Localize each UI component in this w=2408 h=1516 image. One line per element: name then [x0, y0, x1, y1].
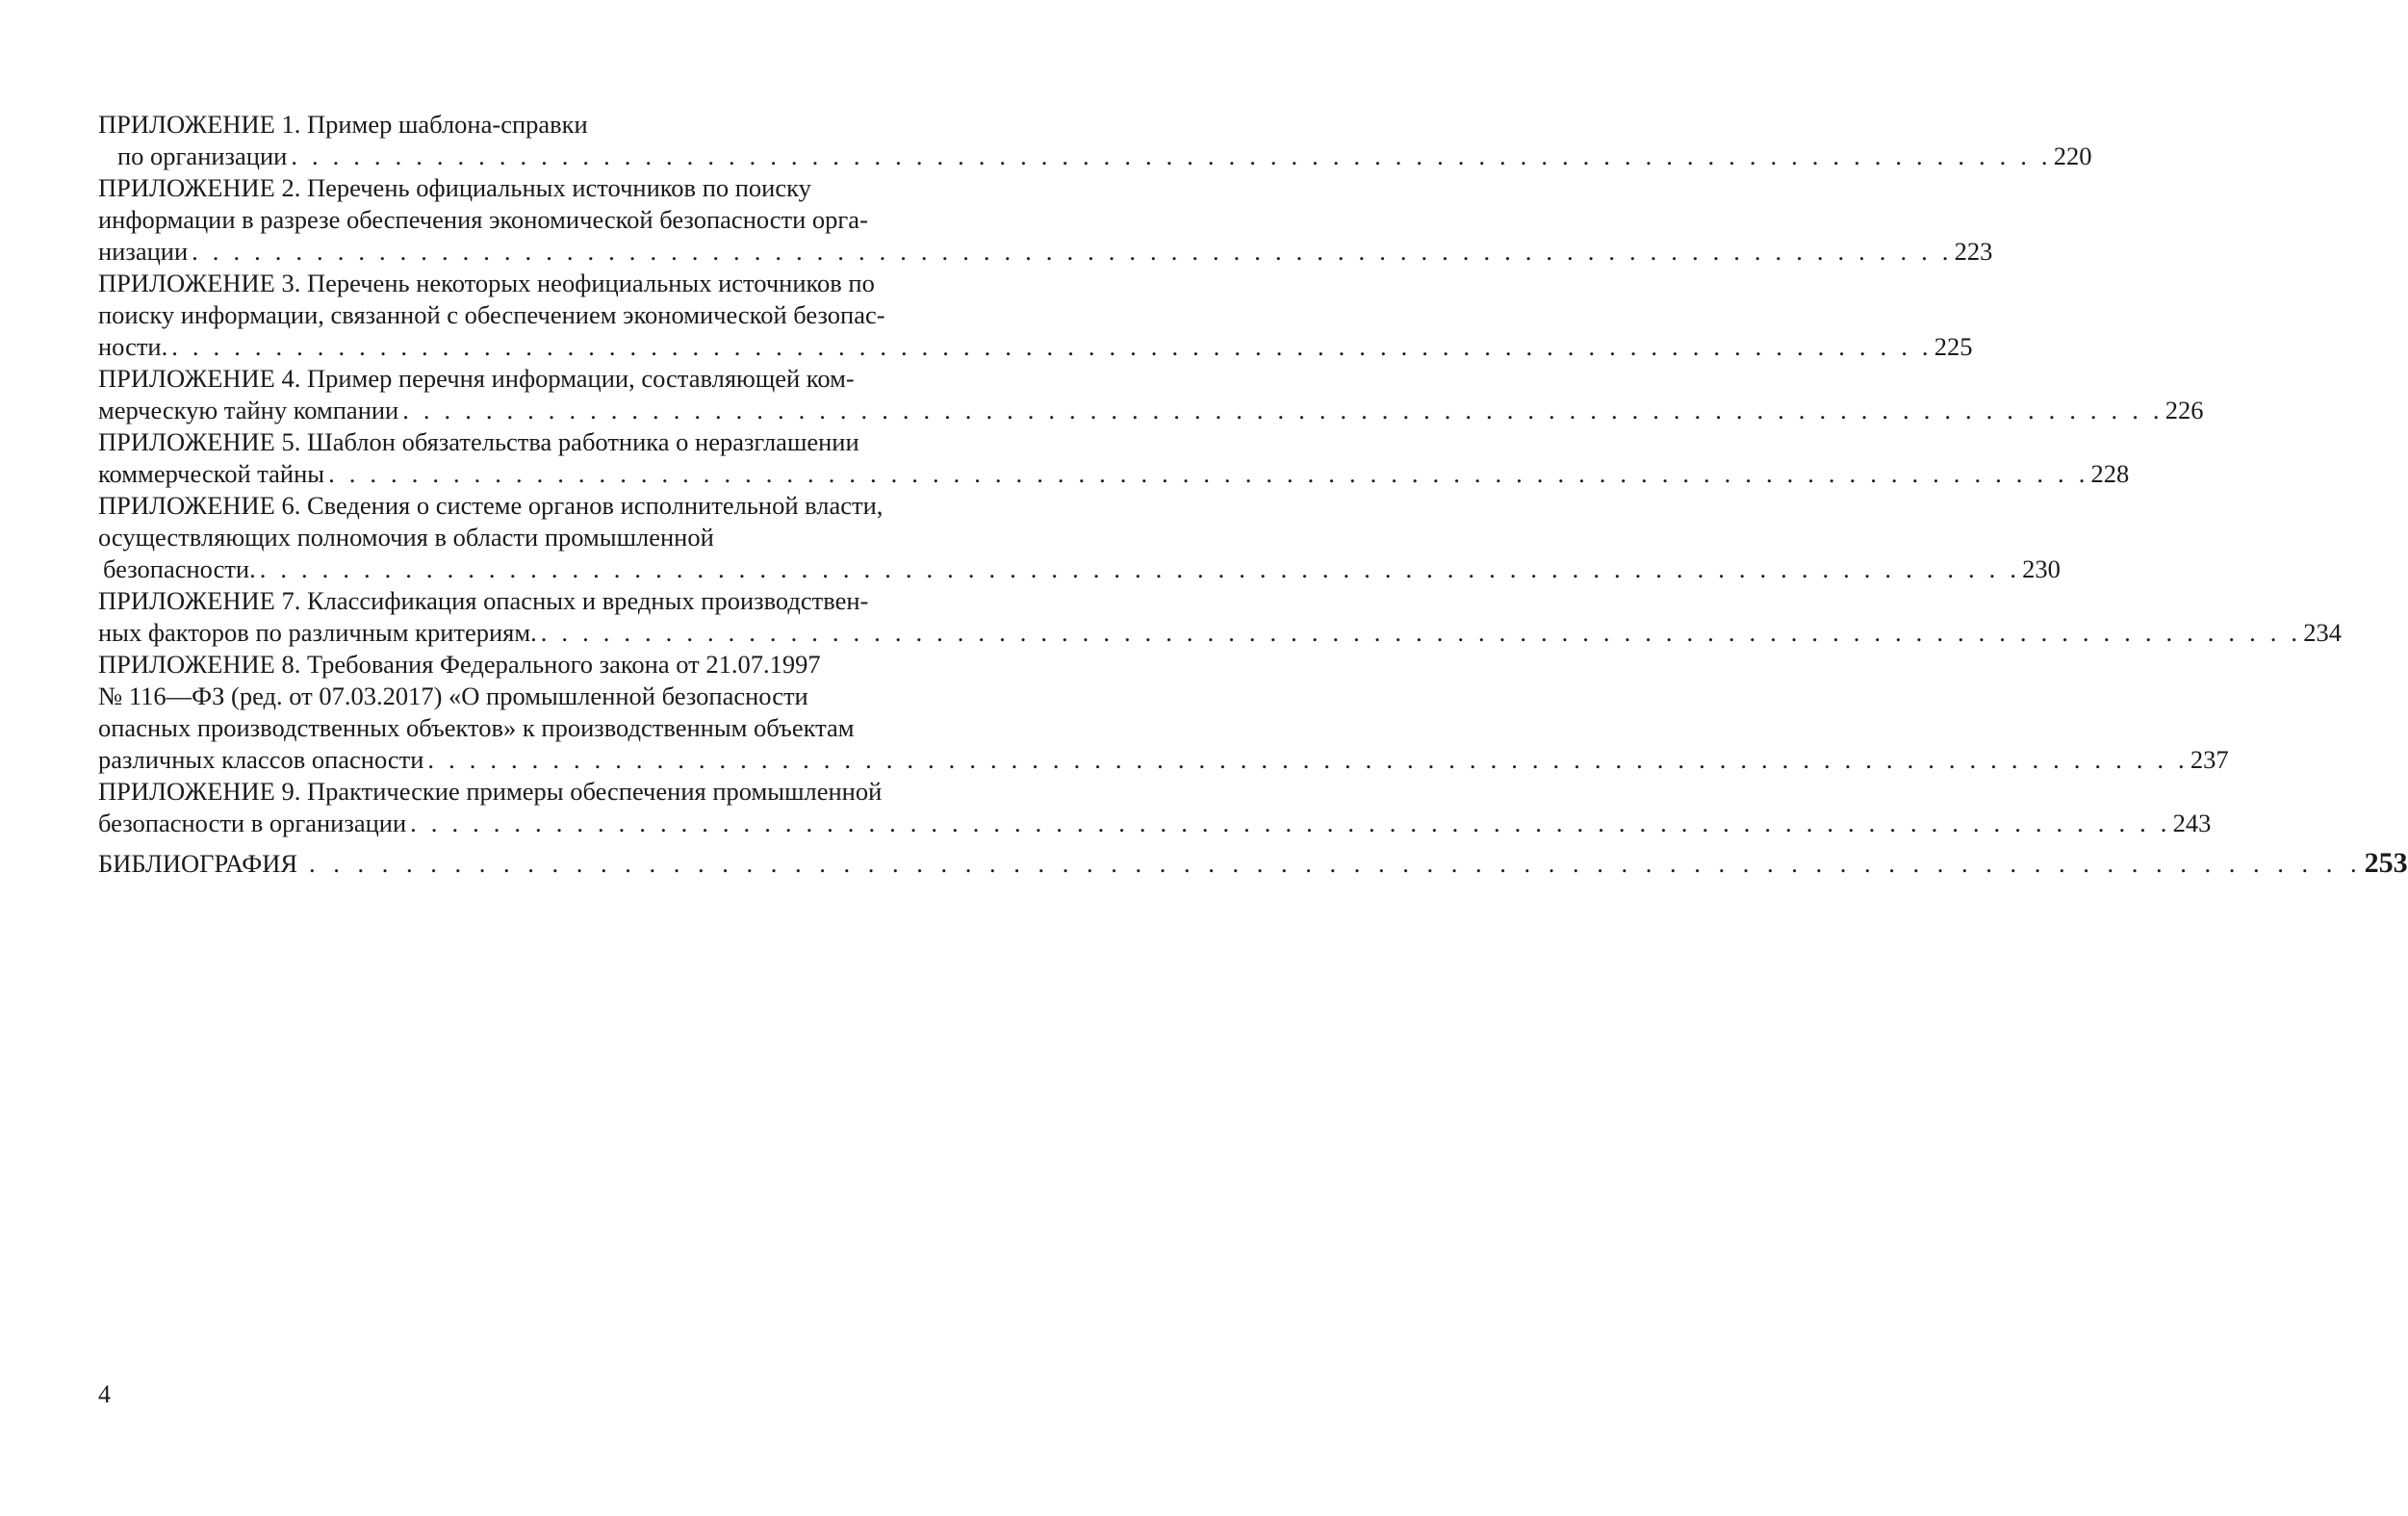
toc-page-number: 225 [1934, 332, 1973, 361]
toc-entry[interactable] [98, 776, 2212, 839]
toc-entry-title-end: ности. [98, 332, 168, 361]
toc-entry-title-line: осуществляющих полномочия в области промышленной [98, 523, 714, 552]
toc-entry-title-end: безопасности в организации [98, 809, 407, 837]
dot-leader: . . . . . . . . . . . . . . . . . . . . . . . . . . . . . . . . . . . . . . . . . . . . . . . . . . . . . . . . . . . . . . . . . . . . . . . . . . . . . . . . . . . . . [427, 745, 2189, 774]
toc-page-number: 237 [2190, 745, 2229, 774]
toc-entry-last-line [98, 617, 2342, 649]
toc-entry[interactable] [98, 585, 2342, 649]
toc-entry[interactable] [98, 426, 2130, 490]
toc-entry-title-line: ПРИЛОЖЕНИЕ 2. Перечень официальных источников по поиску [98, 173, 811, 202]
toc-page-number: 234 [2303, 618, 2342, 647]
toc-page-number: 220 [2053, 141, 2092, 170]
toc-entry-last-line [98, 553, 2061, 585]
dot-leader: . . . . . . . . . . . . . . . . . . . . . . . . . . . . . . . . . . . . . . . . . . . . . . . . . . . . . . . . . . . . . . . . . . . . . . . . . . . . . . . . . . . . . [402, 396, 2164, 424]
toc-entry-title-end: ных факторов по различным критериям. [98, 618, 537, 647]
toc-entry[interactable] [98, 172, 1993, 268]
dot-leader: . . . . . . . . . . . . . . . . . . . . . . . . . . . . . . . . . . . . . . . . . . . . . . . . . . . . . . . . . . . . . . . . . . . . . . . . . . . . . . . . . . . . . [259, 554, 2021, 583]
toc-page-number: 223 [1954, 237, 1993, 266]
dot-leader: . . . . . . . . . . . . . . . . . . . . . . . . . . . . . . . . . . . . . . . . . . . . . . . . . . . . . . . . . . . . . . . . . . . . . . . . . . . . . . . . . . . . . [540, 618, 2302, 647]
toc-entry-title-end: коммерческой тайны [98, 459, 325, 488]
toc-entry-title-line: опасных производственных объектов» к производственным объектам [98, 713, 855, 742]
toc-page-number: 230 [2022, 554, 2061, 583]
toc-entry-title-line: ПРИЛОЖЕНИЕ 4. Пример перечня информации, составляющей ком- [98, 364, 855, 393]
toc-entry-title-line: ПРИЛОЖЕНИЕ 8. Требования Федерального закона от 21.07.1997 [98, 650, 821, 679]
toc-entry-last-line [98, 808, 2212, 839]
dot-leader: . . . . . . . . . . . . . . . . . . . . . . . . . . . . . . . . . . . . . . . . . . . . . . . . . . . . . . . . . . . . . . . . . . . . . . . . . . . . . . . . . . . . . [192, 237, 1953, 266]
toc-entry-title-line: ПРИЛОЖЕНИЕ 9. Практические примеры обеспечения промышленной [98, 777, 883, 806]
toc-page-number: 226 [2165, 396, 2204, 424]
toc-entry-title-line: ПРИЛОЖЕНИЕ 5. Шаблон обязательства работника о неразглашении [98, 427, 859, 456]
dot-leader: . . . . . . . . . . . . . . . . . . . . . . . . . . . . . . . . . . . . . . . . . . . . . . . . . . . . . . . . . . . . . . . . . . . . . . . . . . . . . . . . . . . . . [410, 809, 2171, 837]
toc-entry-title-end: мерческую тайну компании [98, 396, 399, 424]
toc-page-number: 243 [2172, 809, 2212, 837]
dot-leader: . . . . . . . . . . . . . . . . . . . . . . . . . . . . . . . . . . . . . . . . . . . . . . . . . . . . . . . . . . . . . . . . . . . . . . . . . . . . . . . . . . . . . [171, 332, 1933, 361]
toc-entry-title-end: низации [98, 237, 189, 266]
toc-entry-last-line [98, 458, 2130, 490]
toc-entry-title-line: № 116—ФЗ (ред. от 07.03.2017) «О промышленной безопасности [98, 681, 808, 710]
bibliography-page-number: 253 [2364, 847, 2408, 879]
toc-entry-title-end: по организации [117, 141, 288, 170]
toc-entry-title-line: поиску информации, связанной с обеспечением экономической безопас- [98, 300, 885, 329]
toc-entry-title-line: ПРИЛОЖЕНИЕ 6. Сведения о системе органов исполнительной власти, [98, 491, 884, 520]
bibliography-label: БИБЛИОГРАФИЯ [98, 849, 298, 878]
toc-entry-title-end: безопасности. [103, 554, 256, 583]
toc-page-number: 228 [2090, 459, 2130, 488]
toc-entry-bibliography[interactable] [98, 847, 2408, 879]
toc-entry-title-end: различных классов опасности [98, 745, 424, 774]
toc-entry-title-line: информации в разрезе обеспечения экономической безопасности орга- [98, 205, 868, 234]
toc-entry-title-line: ПРИЛОЖЕНИЕ 3. Перечень некоторых неофициальных источников по [98, 269, 875, 297]
dot-leader: . . . . . . . . . . . . . . . . . . . . . . . . . . . . . . . . . . . . . . . . . . . . . . . . . . . . . . . . . . . . . . . . . . . . . . . . . . . . . . . . . . . . . [328, 459, 2089, 488]
dot-leader: . . . . . . . . . . . . . . . . . . . . . . . . . . . . . . . . . . . . . . . . . . . . . . . . . . . . . . . . . . . . . . . . . . . . . . . . . . . . . . . . . . . . . [309, 849, 2363, 878]
dot-leader: . . . . . . . . . . . . . . . . . . . . . . . . . . . . . . . . . . . . . . . . . . . . . . . . . . . . . . . . . . . . . . . . . . . . . . . . . . . . . . . . . . . . . [291, 141, 2052, 170]
toc-entry-last-line [98, 236, 1993, 268]
toc-entry[interactable] [98, 268, 1973, 363]
table-of-contents [98, 109, 2408, 879]
toc-entry[interactable] [98, 109, 2092, 172]
toc-entry-last-line [98, 331, 1973, 363]
toc-entry[interactable] [98, 490, 2061, 585]
toc-entry-title-line: ПРИЛОЖЕНИЕ 7. Классификация опасных и вредных производствен- [98, 586, 869, 615]
toc-entry-last-line [98, 744, 2229, 776]
toc-entry-title-line: ПРИЛОЖЕНИЕ 1. Пример шаблона-справки [98, 110, 588, 139]
page-number: 4 [98, 1380, 111, 1408]
toc-entry[interactable] [98, 363, 2204, 426]
toc-entry[interactable] [98, 649, 2229, 776]
toc-entry-last-line [98, 141, 2092, 172]
toc-entry-last-line [98, 395, 2204, 426]
